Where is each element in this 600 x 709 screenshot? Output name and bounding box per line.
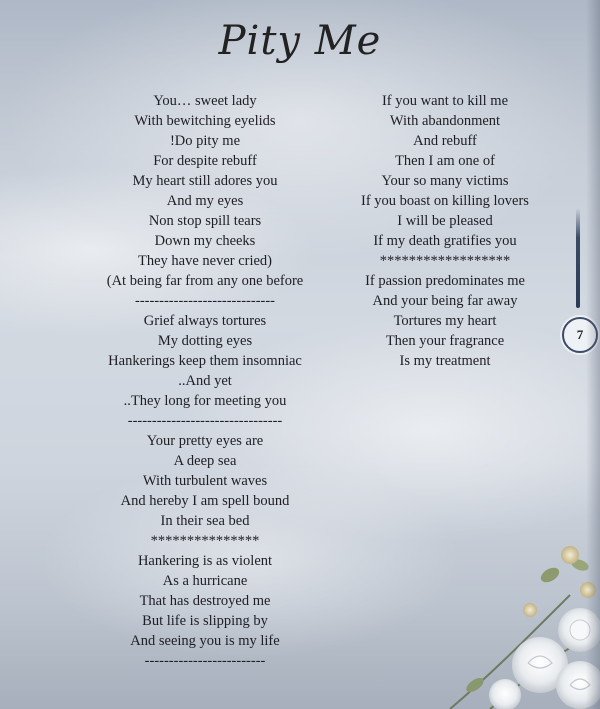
poem-left-line: With turbulent waves [142,473,268,489]
poem-right-line: If you boast on killing lovers [361,193,529,209]
poem-left-line: !Do pity me [169,133,241,149]
poem-right-line: With abandonment [389,113,501,129]
poem-right-line: I will be pleased [397,213,493,229]
poem-left-line: That has destroyed me [139,593,271,609]
poem-right-line: Then your fragrance [385,333,505,349]
poem-left-line: My heart still adores you [132,173,278,189]
poem-left-line: Grief always tortures [143,313,267,329]
poem-left-line: As a hurricane [162,573,248,589]
page-edge-shadow [586,0,600,709]
poem-left-line: You… sweet lady [153,93,257,109]
poem-left-line: -------------------------------- [127,413,283,429]
poem-right-column [345,91,545,371]
poem-right-line: If you want to kill me [381,93,509,109]
poem-left-line: ------------------------- [144,653,266,669]
poem-left-line: And hereby I am spell bound [120,493,290,509]
poem-right-line: And your being far away [372,293,518,309]
poem-left-line: A deep sea [173,453,237,469]
poem-left-line: Non stop spill tears [148,213,262,229]
poem-left-line: With bewitching eyelids [134,113,276,129]
poem-left-column [100,91,310,671]
poem-title: Pity Me [218,18,382,64]
poem-right-line: If passion predominates me [365,273,525,289]
poem-left-line: ..They long for meeting you [123,393,287,409]
poem-left-line: ..And yet [178,373,232,389]
page-number-badge: 7 [562,317,598,353]
poem-left-line: Down my cheeks [154,233,256,249]
poem-left-line: But life is slipping by [142,613,268,629]
poem-right-line: If my death gratifies you [373,233,517,249]
poem-right-line: Tortures my heart [393,313,497,329]
poem-right-line: And rebuff [413,133,477,149]
poem-left-line: My dotting eyes [157,333,253,349]
poem-left-line: ----------------------------- [134,293,276,309]
poem-right-line: Your so many victims [381,173,509,189]
rose-flowers-decoration [430,535,600,709]
poem-right-line: ****************** [379,253,511,269]
poem-left-line: In their sea bed [160,513,250,529]
poem-left-line: And my eyes [166,193,244,209]
poem-right-line: Then I am one of [395,153,495,169]
poem-left-line: *************** [150,533,260,549]
poem-left-line: They have never cried) [137,253,273,269]
poem-right-line: Is my treatment [399,353,491,369]
poem-left-line: For despite rebuff [153,153,257,169]
poem-left-line: Hankering is as violent [137,553,273,569]
page-tab-line [576,208,580,308]
poem-left-line: Hankerings keep them insomniac [108,353,302,369]
poem-left-line: Your pretty eyes are [146,433,264,449]
poem-left-line: And seeing you is my life [130,633,280,649]
poem-left-line: (At being far from any one before [106,273,304,289]
